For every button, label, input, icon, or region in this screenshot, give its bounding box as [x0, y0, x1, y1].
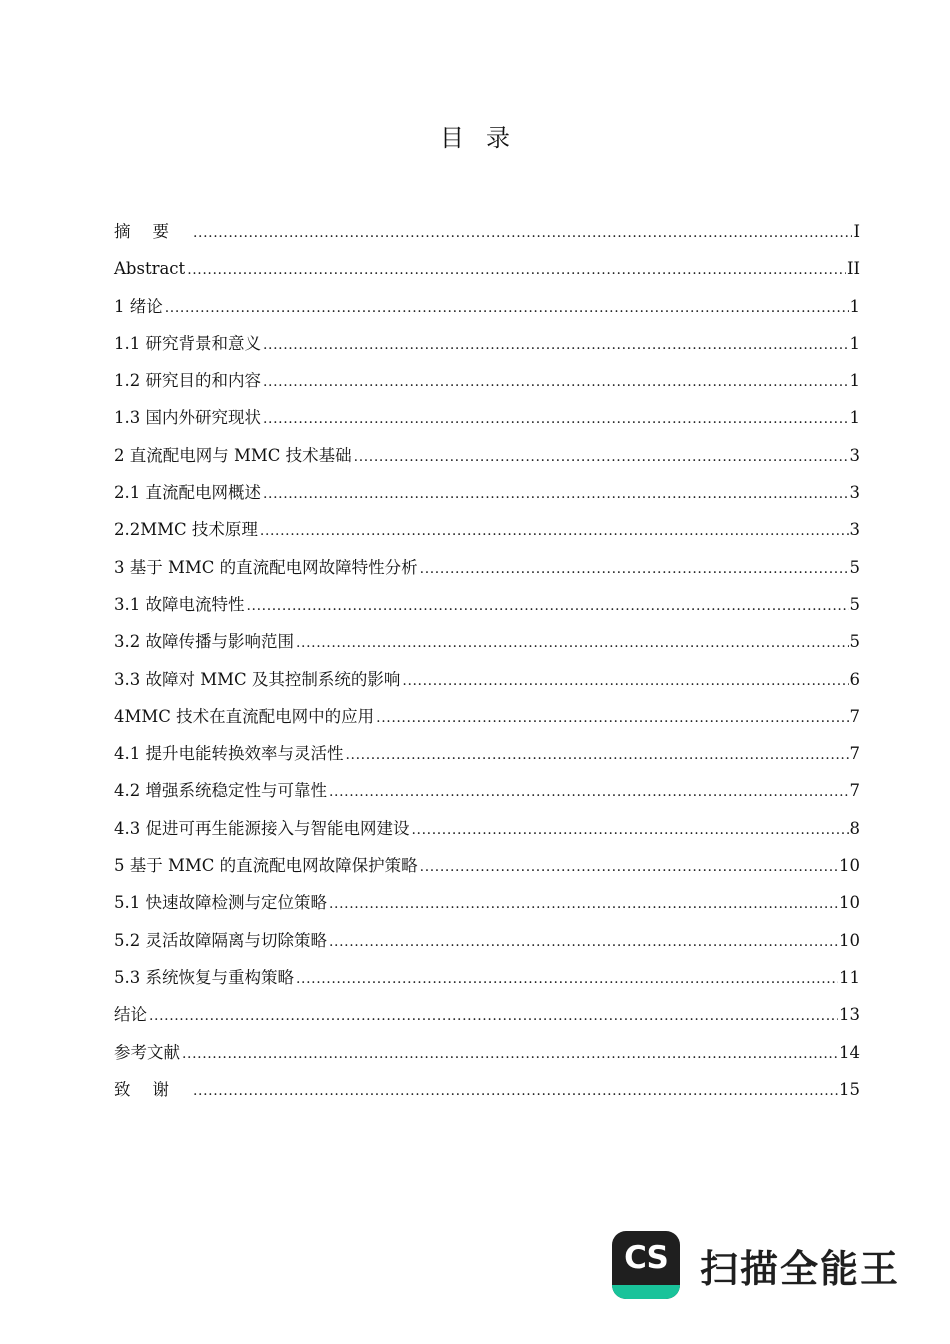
toc-entry-abstract-en[interactable]	[114, 254, 860, 291]
toc-entry-section-2-2[interactable]	[114, 515, 860, 552]
toc-entry-page: 10	[839, 893, 860, 913]
dot-leader	[420, 554, 849, 584]
toc-entry-section-5-3[interactable]	[114, 963, 860, 1000]
dot-leader	[193, 1076, 838, 1106]
toc-entry-section-5-1[interactable]	[114, 888, 860, 925]
toc-entry-page: 3	[849, 445, 860, 465]
toc-entry-label: 4.1 提升电能转换效率与灵活性	[114, 744, 344, 764]
toc-entry-label: 5 基于 MMC 的直流配电网故障保护策略	[114, 856, 418, 876]
toc-entry-page: 3	[849, 520, 860, 540]
dot-leader	[329, 777, 849, 807]
dot-leader	[412, 815, 849, 845]
toc-entry-page: II	[846, 259, 860, 279]
dot-leader	[296, 628, 849, 658]
toc-entry-page: 7	[849, 744, 860, 764]
toc-entry-page: 5	[849, 594, 860, 614]
toc-entry-page: 1	[849, 408, 860, 428]
toc-entry-label: 5.2 灵活故障隔离与切除策略	[114, 930, 327, 950]
toc-entry-label: 2.1 直流配电网概述	[114, 483, 261, 503]
toc-entry-page: 1	[849, 296, 860, 316]
toc-entry-label: 3.3 故障对 MMC 及其控制系统的影响	[114, 669, 401, 689]
toc-entry-chapter-2[interactable]	[114, 441, 860, 478]
toc-entry-section-1-1[interactable]	[114, 329, 860, 366]
toc-entry-conclusion[interactable]	[114, 1000, 860, 1037]
toc-entry-label: 3.2 故障传播与影响范围	[114, 632, 294, 652]
toc-entry-label: 1 绪论	[114, 296, 163, 316]
dot-leader	[165, 293, 849, 323]
toc-entry-page: 7	[849, 706, 860, 726]
toc-entry-label: 摘要	[114, 222, 191, 241]
dot-leader	[420, 852, 838, 882]
toc-entry-page: 15	[839, 1079, 860, 1099]
toc-entry-page: 13	[839, 1005, 860, 1025]
toc-entry-section-1-3[interactable]	[114, 403, 860, 440]
toc-entry-page: 1	[849, 371, 860, 391]
toc-entry-label: 1.3 国内外研究现状	[114, 408, 261, 428]
dot-leader	[263, 367, 849, 397]
toc-entry-section-4-1[interactable]	[114, 739, 860, 776]
logo-accent-band	[612, 1285, 680, 1299]
toc-entry-section-5-2[interactable]	[114, 926, 860, 963]
toc-entry-label: 4.3 促进可再生能源接入与智能电网建设	[114, 818, 410, 838]
dot-leader	[263, 479, 849, 509]
toc-entry-label: 5.3 系统恢复与重构策略	[114, 967, 294, 987]
camscanner-watermark	[612, 1230, 900, 1300]
toc-entry-section-4-2[interactable]	[114, 776, 860, 813]
dot-leader	[263, 404, 849, 434]
dot-leader	[193, 218, 852, 248]
page-title: 目录	[440, 124, 532, 152]
toc-entry-page: 10	[839, 856, 860, 876]
toc-entry-label: 2 直流配电网与 MMC 技术基础	[114, 445, 352, 465]
toc-entry-page: 14	[839, 1042, 860, 1062]
dot-leader	[402, 666, 848, 696]
toc-entry-chapter-3[interactable]	[114, 553, 860, 590]
toc-entry-label: 1.1 研究背景和意义	[114, 333, 261, 353]
toc-entry-page: 7	[849, 781, 860, 801]
toc-entry-section-3-2[interactable]	[114, 627, 860, 664]
toc-entry-label: 参考文献	[114, 1042, 180, 1062]
toc-entry-section-3-1[interactable]	[114, 590, 860, 627]
toc-entry-abstract-cn[interactable]	[114, 217, 860, 254]
dot-leader	[354, 442, 849, 472]
toc-entry-label: 5.1 快速故障检测与定位策略	[114, 893, 327, 913]
toc-entry-label: 3.1 故障电流特性	[114, 594, 245, 614]
toc-entry-label: Abstract	[114, 259, 186, 279]
toc-entry-page: 5	[849, 557, 860, 577]
toc-entry-page: 3	[849, 483, 860, 503]
toc-entry-page: 8	[849, 818, 860, 838]
dot-leader	[260, 516, 849, 546]
toc-entry-page: 11	[839, 967, 860, 987]
toc-entry-chapter-1[interactable]	[114, 292, 860, 329]
toc-entry-page: 5	[849, 632, 860, 652]
toc-entry-label: 2.2MMC 技术原理	[114, 520, 258, 540]
toc-entry-references[interactable]	[114, 1038, 860, 1075]
toc-entry-label: 4.2 增强系统稳定性与可靠性	[114, 781, 327, 801]
toc-entry-label: 结论	[114, 1005, 147, 1025]
dot-leader	[346, 740, 849, 770]
dot-leader	[329, 889, 838, 919]
toc-entry-page: 10	[839, 930, 860, 950]
table-of-contents	[114, 217, 860, 1112]
dot-leader	[247, 591, 849, 621]
dot-leader	[263, 330, 849, 360]
toc-entry-label: 3 基于 MMC 的直流配电网故障特性分析	[114, 557, 418, 577]
toc-entry-section-4-3[interactable]	[114, 814, 860, 851]
dot-leader	[149, 1001, 838, 1031]
dot-leader	[182, 1039, 838, 1069]
dot-leader	[187, 255, 846, 285]
logo-badge-text: CS	[624, 1240, 668, 1276]
toc-entry-section-1-2[interactable]	[114, 366, 860, 403]
toc-entry-label: 1.2 研究目的和内容	[114, 371, 261, 391]
toc-entry-chapter-4[interactable]	[114, 702, 860, 739]
toc-entry-label: 4MMC 技术在直流配电网中的应用	[114, 706, 375, 726]
dot-leader	[376, 703, 848, 733]
logo-brand-text: 扫描全能王	[700, 1246, 901, 1291]
dot-leader	[296, 964, 838, 994]
toc-entry-page: I	[853, 222, 860, 241]
toc-entry-section-2-1[interactable]	[114, 478, 860, 515]
toc-entry-acknowledgements[interactable]	[114, 1075, 860, 1112]
camscanner-logo-icon	[612, 1231, 680, 1299]
toc-entry-page: 1	[849, 333, 860, 353]
toc-entry-page: 6	[849, 669, 860, 689]
dot-leader	[329, 927, 838, 957]
toc-entry-section-3-3[interactable]	[114, 665, 860, 702]
toc-entry-chapter-5[interactable]	[114, 851, 860, 888]
toc-entry-label: 致谢	[114, 1079, 191, 1099]
